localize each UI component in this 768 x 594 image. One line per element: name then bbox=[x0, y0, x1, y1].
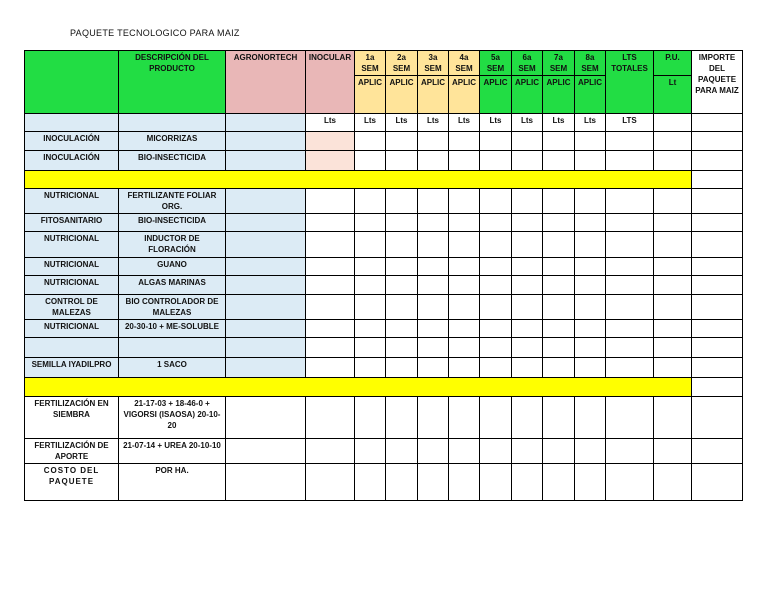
row-category: NUTRICIONAL bbox=[25, 258, 119, 276]
unit-sem-6: Lts bbox=[512, 114, 543, 132]
row-category: SEMILLA IYADILPRO bbox=[25, 358, 119, 378]
row-category: FERTILIZACIÓN EN SIEMBRA bbox=[25, 397, 119, 439]
separator-row bbox=[25, 378, 743, 397]
row-product: BIO-INSECTICIDA bbox=[119, 151, 226, 171]
header-sem-8: 8a SEM bbox=[575, 51, 606, 76]
header-lts-totales: LTS TOTALES bbox=[606, 51, 654, 114]
header-sem-3: 3a SEM bbox=[418, 51, 449, 76]
cost-label: COSTO DEL PAQUETE bbox=[25, 464, 119, 501]
units-blank-2 bbox=[119, 114, 226, 132]
header-sem-7: 7a SEM bbox=[543, 51, 575, 76]
table-row bbox=[25, 132, 743, 151]
row-product: ALGAS MARINAS bbox=[119, 276, 226, 295]
row-category: FITOSANITARIO bbox=[25, 214, 119, 232]
unit-inocular: Lts bbox=[306, 114, 355, 132]
table-row bbox=[25, 189, 743, 214]
unit-sem-4: Lts bbox=[449, 114, 480, 132]
header-pu: P.U. bbox=[654, 51, 692, 76]
table-row bbox=[25, 338, 743, 358]
header-blank-cell bbox=[25, 51, 119, 114]
header-agronortech: AGRONORTECH bbox=[226, 51, 306, 114]
header-aplic-3: APLIC bbox=[418, 76, 449, 114]
unit-sem-8: Lts bbox=[575, 114, 606, 132]
unit-sem-1: Lts bbox=[355, 114, 386, 132]
row-product: MICORRIZAS bbox=[119, 132, 226, 151]
header-aplic-6: APLIC bbox=[512, 76, 543, 114]
table-row bbox=[25, 439, 743, 464]
row-category: INOCULACIÓN bbox=[25, 132, 119, 151]
table-row bbox=[25, 320, 743, 338]
units-blank-1 bbox=[25, 114, 119, 132]
header-sem-1: 1a SEM bbox=[355, 51, 386, 76]
row-product: BIO CONTROLADOR DE MALEZAS bbox=[119, 295, 226, 320]
header-importe: IMPORTE DEL PAQUETE PARA MAIZ bbox=[692, 51, 743, 114]
header-inocular: INOCULAR bbox=[306, 51, 355, 114]
header-sem-4: 4a SEM bbox=[449, 51, 480, 76]
table-row bbox=[25, 214, 743, 232]
header-aplic-4: APLIC bbox=[449, 76, 480, 114]
row-category: NUTRICIONAL bbox=[25, 320, 119, 338]
table-row bbox=[25, 358, 743, 378]
table-row bbox=[25, 232, 743, 258]
row-category: FERTILIZACIÓN DE APORTE bbox=[25, 439, 119, 464]
row-category: NUTRICIONAL bbox=[25, 276, 119, 295]
row-category: NUTRICIONAL bbox=[25, 189, 119, 214]
package-table bbox=[24, 50, 743, 501]
header-sem-5: 5a SEM bbox=[480, 51, 512, 76]
row-product: BIO-INSECTICIDA bbox=[119, 214, 226, 232]
row-category: NUTRICIONAL bbox=[25, 232, 119, 258]
header-aplic-8: APLIC bbox=[575, 76, 606, 114]
unit-sem-5: Lts bbox=[480, 114, 512, 132]
header-aplic-1: APLIC bbox=[355, 76, 386, 114]
row-product: INDUCTOR DE FLORACIÓN bbox=[119, 232, 226, 258]
header-sem-6: 6a SEM bbox=[512, 51, 543, 76]
row-product: FERTILIZANTE FOLIAR ORG. bbox=[119, 189, 226, 214]
header-descripcion: DESCRIPCIÓN DEL PRODUCTO bbox=[119, 51, 226, 114]
unit-importe bbox=[692, 114, 743, 132]
header-aplic-2: APLIC bbox=[386, 76, 418, 114]
header-sem-2: 2a SEM bbox=[386, 51, 418, 76]
header-aplic-5: APLIC bbox=[480, 76, 512, 114]
row-category: CONTROL DE MALEZAS bbox=[25, 295, 119, 320]
unit-sem-2: Lts bbox=[386, 114, 418, 132]
unit-pu bbox=[654, 114, 692, 132]
row-category: INOCULACIÓN bbox=[25, 151, 119, 171]
row-product: 1 SACO bbox=[119, 358, 226, 378]
table-row bbox=[25, 276, 743, 295]
header-lt: Lt bbox=[654, 76, 692, 114]
header-aplic-7: APLIC bbox=[543, 76, 575, 114]
table-row bbox=[25, 397, 743, 439]
table-row bbox=[25, 151, 743, 171]
units-blank-3 bbox=[226, 114, 306, 132]
row-product: 20-30-10 + ME-SOLUBLE bbox=[119, 320, 226, 338]
cost-row bbox=[25, 464, 743, 501]
table-row bbox=[25, 295, 743, 320]
unit-sem-7: Lts bbox=[543, 114, 575, 132]
row-product: GUANO bbox=[119, 258, 226, 276]
row-product: 21-17-03 + 18-46-0 + VIGORSI (ISAOSA) 20-10-20 bbox=[119, 397, 226, 439]
separator-row bbox=[25, 171, 743, 189]
unit-sem-3: Lts bbox=[418, 114, 449, 132]
unit-lts-totales: LTS bbox=[606, 114, 654, 132]
per-hectare-label: POR HA. bbox=[119, 464, 226, 501]
row-product: 21-07-14 + UREA 20-10-10 bbox=[119, 439, 226, 464]
page-title: PAQUETE TECNOLOGICO PARA MAIZ bbox=[70, 28, 240, 38]
table-row bbox=[25, 258, 743, 276]
